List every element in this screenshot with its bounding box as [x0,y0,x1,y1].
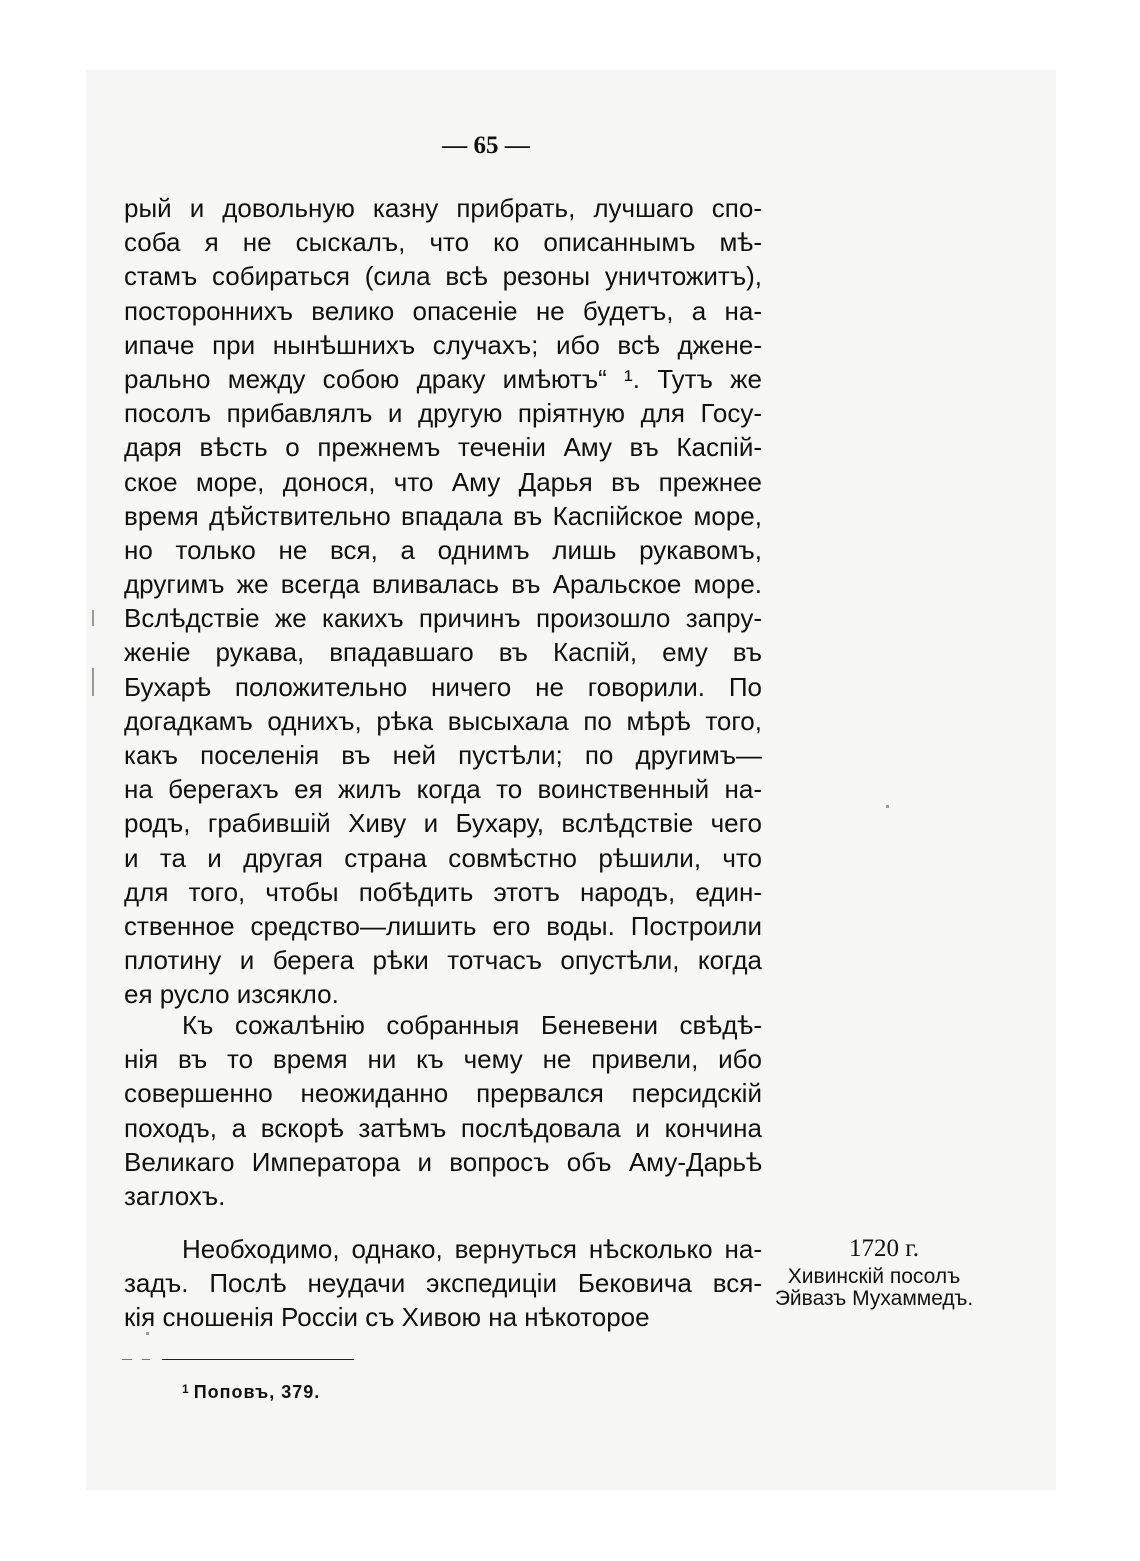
text-line: рый и довольную казну прибрать, лучшаго спо- [124,193,762,223]
margin-note-line-2: Эйвазъ Мухаммедъ. [774,1287,974,1310]
text-line: но только не вся, а однимъ лишь рукавомъ, [124,534,762,565]
text-line: Къ сожалѣнію собранныя Беневени свѣдѣ- [182,1010,762,1040]
footnote-rule [162,1359,354,1360]
text-line: Бухарѣ положительно ничего не говорили. По [124,671,762,702]
text-line: какъ поселенія въ ней пустѣли; по другимъ— [124,740,762,770]
footnote-rule-dash-2 [142,1359,150,1360]
text-line: догадкамъ однихъ, рѣка высыхала по мѣрѣ того, [124,705,762,736]
paragraph-1 [124,191,762,1012]
page-number: — 65 — [442,132,530,159]
text-line: время дѣйствительно впадала въ Каспійское море, [124,500,762,531]
margin-note-year: 1720 г. [849,1235,919,1262]
scan-speck [92,668,94,696]
footnote-text: Поповъ, 379. [193,1382,321,1402]
text-line: рально между собою драку имѣютъ“ ¹. Тутъ же [124,363,762,394]
footnote-marker: 1 [182,1382,190,1396]
text-line: плотину и берега рѣки тотчасъ опустѣли, когда [124,945,762,976]
text-line: Необходимо, однако, вернуться нѣсколько на- [182,1234,762,1264]
text-line: Вслѣдствіе же какихъ причинъ произошло запру- [124,603,762,634]
footnote-rule-dash-1 [122,1359,132,1360]
book-page [86,70,1056,1490]
paragraph-3 [124,1232,762,1335]
text-line: кія сношенія Россіи съ Хивою на нѣкоторое [124,1302,650,1333]
text-line: постороннихъ велико опасеніе не будетъ, а на- [124,295,762,326]
text-line: ственное средство—лишить его воды. Построили [124,910,762,941]
text-line: женіе рукава, впадавшаго въ Каспій, ему въ [124,637,762,668]
text-line: ское море, донося, что Аму Дарья въ прежнее [124,466,762,497]
text-line: задъ. Послѣ неудачи экспедиціи Бековича вся- [124,1268,762,1299]
footnote [182,1382,320,1403]
text-line: ея русло изсякло. [124,979,339,1010]
text-line: Великаго Императора и вопросъ объ Аму-Дарьѣ [124,1146,762,1177]
text-line: другимъ же всегда вливалась въ Аральское море. [124,569,762,600]
margin-note-line-1: Хивинскій посолъ [787,1265,961,1288]
text-line: на берегахъ ея жилъ когда то воинственный на- [124,774,762,805]
text-line: совершенно неожиданно прервался персидскій [124,1078,762,1109]
margin-note [762,1232,986,1310]
scan-speck [886,805,889,808]
paragraph-2 [124,1008,762,1213]
text-line: нія въ то время ни къ чему не привели, ибо [124,1044,762,1075]
text-line: и та и другая страна совмѣстно рѣшили, что [124,842,762,873]
text-line: походъ, а вскорѣ затѣмъ послѣдовала и кончина [124,1112,762,1143]
scan-speck [146,1332,149,1335]
text-line: даря вѣсть о прежнемъ теченіи Аму въ Каспій- [124,432,762,463]
text-line: родъ, грабившій Хиву и Бухару, вслѣдствіе чего [124,808,762,839]
text-line: заглохъ. [124,1180,226,1211]
text-line: для того, чтобы побѣдить этотъ народъ, един- [124,876,762,907]
text-line: ипаче при нынѣшнихъ случахъ; ибо всѣ джене- [124,329,762,360]
text-line: посолъ прибавлялъ и другую пріятную для Госу- [124,398,762,429]
text-line: соба я не сыскалъ, что ко описаннымъ мѣ- [124,227,762,258]
text-line: стамъ собираться (сила всѣ резоны уничтожитъ), [124,261,762,292]
scan-speck [92,610,94,626]
